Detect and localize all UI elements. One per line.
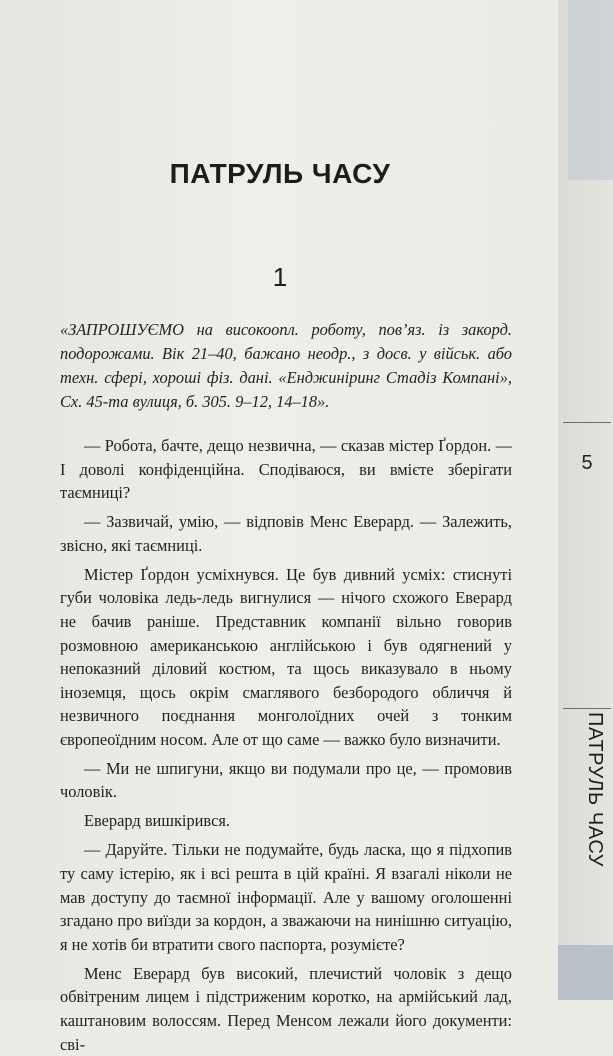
- advertisement-text: на високоопл. роботу, пов’яз. із закорд. подорожами. Вік 21–40, бажано неодр., з досв. у військ. або техн. сфері, хороші фіз. дані. «Енджиніринг Стадіз Компані», Сх. 45-та вулиця, б. 305. 9–12, 14–18».: [60, 320, 512, 411]
- paragraph: Містер Ґордон усміхнувся. Це був дивний усміх: стиснуті губи чоловіка ледь-ледь вигнулися — нічого схожого Еверард не бачив раніше. Представник компанії вільно говорив розмовною американською англійською і був одягнений у непоказний діловий костюм, та щось виказувало в ньому іноземця, щось окрім смаглявого безбородого обличчя й незвичного поєднання монголоїдних очей з тонким європеоїдним носом. Але от що саме — важко було визначити.: [60, 564, 512, 749]
- page-number-top-rule: [563, 422, 611, 423]
- paragraph: Еверард вишкірився.: [84, 811, 230, 831]
- body-text: [60, 434, 512, 1056]
- advertisement-quote: [60, 318, 512, 414]
- section-number: 1: [272, 262, 288, 292]
- paragraph: — Зазвичай, умію, — відповів Менс Еверард. — Залежить, звісно, які таємниці.: [60, 512, 512, 555]
- running-head: ПАТРУЛЬ ЧАСУ: [584, 712, 606, 868]
- bleed-through-block: [568, 0, 613, 180]
- page-number: 5: [581, 452, 593, 474]
- paragraph: — Даруйте. Тільки не подумайте, будь ласка, що я підхопив ту саму істерію, як і всі решта в цій країні. Я взагалі ніколи не мав доступу до таємної інформації. Але у вашому оголошенні згадано про виїзди за кордон, а зважаючи на нинішню ситуацію, я не хотів би втратити свого паспорта, розумієте?: [60, 840, 512, 954]
- running-head-top-rule: [563, 708, 611, 709]
- paragraph: — Робота, бачте, дещо незвична, — сказав містер Ґордон. — І доволі конфіденційна. Сподіваюся, ви вмієте зберігати таємниці?: [60, 436, 512, 503]
- thumb-index-block: [558, 945, 613, 1000]
- paragraph: — Ми не шпигуни, якщо ви подумали про це, — промовив чоловік.: [60, 758, 512, 802]
- paragraph: Менс Еверард був високий, плечистий чоловік з дещо обвітреним лицем і підстриженим коротко, на армійський лад, каштановим волоссям. Перед Менсом лежали його документи: сві-: [60, 963, 512, 1054]
- advertisement-lead: «ЗАПРОШУЄМО: [60, 320, 184, 339]
- chapter-title: ПАТРУЛЬ ЧАСУ: [169, 158, 391, 189]
